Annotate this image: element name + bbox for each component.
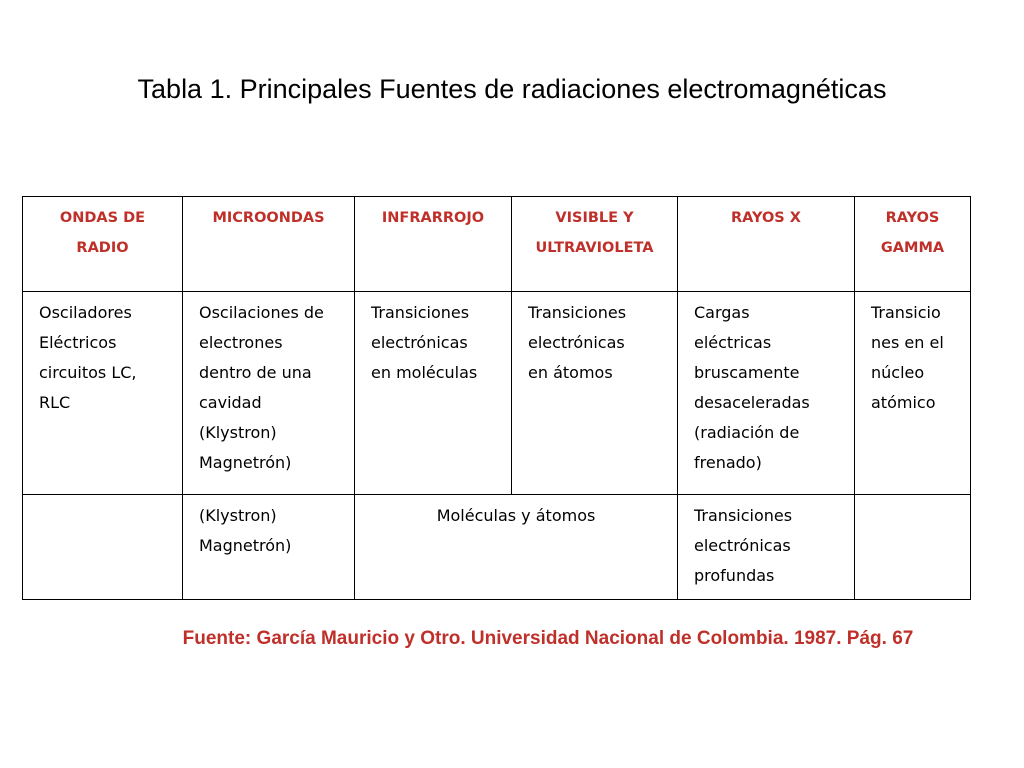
table-header-row <box>23 197 971 292</box>
header-label: RAYOS GAMMA <box>880 210 945 256</box>
header-label: ONDAS DE RADIO <box>59 210 146 256</box>
header-label: MICROONDAS <box>212 210 325 226</box>
cell-text: Transiciones electrónicas en átomos <box>528 303 627 382</box>
radiation-sources-table <box>22 196 971 600</box>
page-title: Tabla 1. Principales Fuentes de radiaciones electromagnéticas <box>137 74 887 104</box>
cell-text: Transiciones electrónicas profundas <box>694 506 793 585</box>
header-visible-ultravioleta <box>512 197 678 292</box>
cell-sources-rayos-x <box>678 292 855 495</box>
cell-sources-visible <box>512 292 678 495</box>
cell-mech-radio <box>23 495 183 600</box>
cell-sources-gamma <box>855 292 971 495</box>
cell-text: Transicio nes en el núcleo atómico <box>871 303 944 412</box>
cell-text: Moléculas y átomos <box>436 506 596 525</box>
header-infrarrojo <box>355 197 512 292</box>
cell-text: Oscilaciones de electrones dentro de una cavidad (Klystron) Magnetrón) <box>199 303 324 472</box>
header-label: VISIBLE Y ULTRAVIOLETA <box>535 210 654 256</box>
cell-text: Transiciones electrónicas en moléculas <box>371 303 478 382</box>
cell-text: (Klystron) Magnetrón) <box>199 506 292 555</box>
cell-text: Osciladores Eléctricos circuitos LC, RLC <box>39 303 137 412</box>
table-row-sources <box>23 292 971 495</box>
header-ondas-de-radio <box>23 197 183 292</box>
cell-sources-radio <box>23 292 183 495</box>
cell-text: Cargas eléctricas bruscamente desaceleradas (radiación de frenado) <box>694 303 810 472</box>
cell-mech-gamma <box>855 495 971 600</box>
cell-sources-microondas <box>183 292 355 495</box>
cell-mech-infrarrojo-visible-merged <box>355 495 678 600</box>
header-rayos-gamma <box>855 197 971 292</box>
cell-mech-rayos-x <box>678 495 855 600</box>
table-row-mechanism <box>23 495 971 600</box>
source-citation: Fuente: García Mauricio y Otro. Universidad Nacional de Colombia. 1987. Pág. 67 <box>182 628 914 649</box>
header-rayos-x <box>678 197 855 292</box>
header-label: INFRARROJO <box>381 210 485 226</box>
header-label: RAYOS X <box>731 210 801 226</box>
cell-sources-infrarrojo <box>355 292 512 495</box>
header-microondas <box>183 197 355 292</box>
cell-mech-microondas <box>183 495 355 600</box>
